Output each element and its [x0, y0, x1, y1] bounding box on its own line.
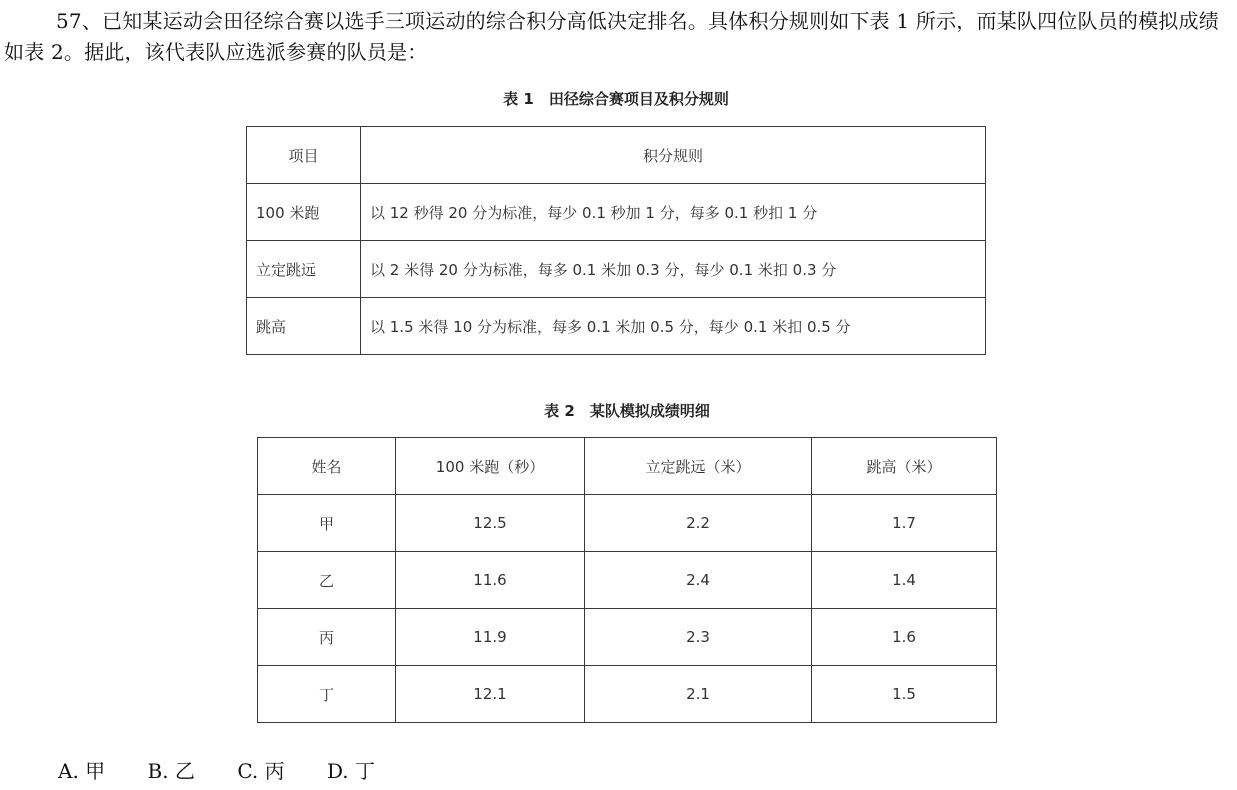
table-cell: 以 12 秒得 20 分为标准，每少 0.1 秒加 1 分，每多 0.1 秒扣 1 分 — [361, 184, 986, 241]
table-cell: 以 2 米得 20 分为标准，每多 0.1 米加 0.3 分，每少 0.1 米扣 0.3 分 — [361, 241, 986, 298]
table-header-row — [247, 127, 986, 184]
scoring-rules-table — [246, 126, 986, 355]
table-cell: 12.1 — [396, 666, 585, 723]
table-cell: 2.4 — [585, 552, 812, 609]
table-cell: 1.4 — [812, 552, 997, 609]
table-header-cell: 积分规则 — [361, 127, 986, 184]
table-header-cell: 姓名 — [258, 438, 396, 495]
table-row — [247, 298, 986, 355]
table-row — [258, 552, 997, 609]
table-row — [258, 495, 997, 552]
table-row — [258, 609, 997, 666]
question-stem: 57、已知某运动会田径综合赛以选手三项运动的综合积分高低决定排名。具体积分规则如下表 1 所示，而某队四位队员的模拟成绩如表 2。据此，该代表队应选派参赛的队员是： — [4, 9, 1219, 64]
table-cell: 2.2 — [585, 495, 812, 552]
table-cell: 11.6 — [396, 552, 585, 609]
option-b[interactable]: B. 乙 — [147, 759, 195, 783]
table-cell: 12.5 — [396, 495, 585, 552]
table-cell: 甲 — [258, 495, 396, 552]
table-row — [247, 241, 986, 298]
answer-options — [58, 757, 375, 785]
table-header-cell: 立定跳远（米） — [585, 438, 812, 495]
table1-caption: 表 1 田径综合赛项目及积分规则 — [503, 90, 729, 108]
table-cell: 以 1.5 米得 10 分为标准，每多 0.1 米加 0.5 分，每少 0.1 米扣 0.5 分 — [361, 298, 986, 355]
table-cell: 2.3 — [585, 609, 812, 666]
table-header-row — [258, 438, 997, 495]
table-cell: 2.1 — [585, 666, 812, 723]
option-a[interactable]: A. 甲 — [58, 759, 106, 783]
table-cell: 乙 — [258, 552, 396, 609]
table-cell: 跳高 — [247, 298, 361, 355]
table-cell: 1.5 — [812, 666, 997, 723]
table-cell: 1.6 — [812, 609, 997, 666]
option-d[interactable]: D. 丁 — [326, 759, 376, 783]
table-cell: 100 米跑 — [247, 184, 361, 241]
table-cell: 1.7 — [812, 495, 997, 552]
table-header-cell: 跳高（米） — [812, 438, 997, 495]
table-cell: 立定跳远 — [247, 241, 361, 298]
table-cell: 丁 — [258, 666, 396, 723]
table-cell: 丙 — [258, 609, 396, 666]
team-results-table — [257, 437, 997, 723]
table2-caption: 表 2 某队模拟成绩明细 — [544, 402, 710, 420]
table-cell: 11.9 — [396, 609, 585, 666]
option-c[interactable]: C. 丙 — [237, 759, 285, 783]
table-header-cell: 100 米跑（秒） — [396, 438, 585, 495]
table-row — [258, 666, 997, 723]
table-row — [247, 184, 986, 241]
table-header-cell: 项目 — [247, 127, 361, 184]
